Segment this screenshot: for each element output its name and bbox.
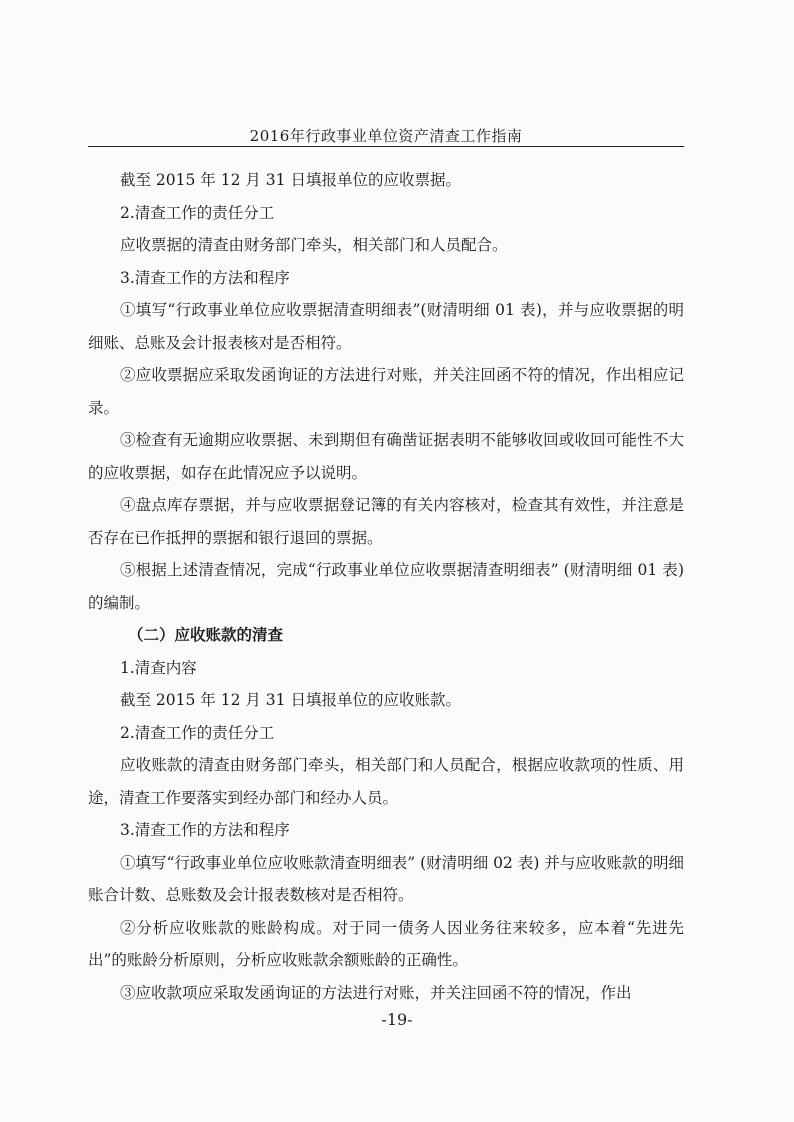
- subheading: 2.清查工作的责任分工: [120, 203, 275, 222]
- paragraph: ③应收款项应采取发函询证的方法进行对账，并关注回函不符的情况，作出: [120, 983, 632, 1002]
- paragraph: ①填写“行政事业单位应收票据清查明细表”(财清明细 01 表)，并与应收票据的明细账、总账及会计报表核对是否相符。: [88, 301, 684, 352]
- paragraph: ①填写“行政事业单位应收账款清查明细表” (财清明细 02 表) 并与应收账款的明细账合计数、总账数及会计报表数核对是否相符。: [88, 853, 684, 904]
- subheading: 1.清查内容: [120, 658, 197, 677]
- page-number: -19-: [381, 1010, 413, 1029]
- paragraph: ③检查有无逾期应收票据、未到期但有确凿证据表明不能够收回或收回可能性不大的应收票据，如存在此情况应予以说明。: [88, 431, 684, 482]
- paragraph: ②应收票据应采取发函询证的方法进行对账，并关注回函不符的情况，作出相应记录。: [88, 366, 684, 417]
- paragraph: 截至 2015 年 12 月 31 日填报单位的应收账款。: [120, 691, 461, 709]
- paragraph: 应收账款的清查由财务部门牵头，相关部门和人员配合，根据应收款项的性质、用途，清查工作要落实到经办部门和经办人员。: [88, 756, 684, 807]
- section-heading: （二）应收账款的清查: [128, 625, 284, 644]
- subheading: 2.清查工作的责任分工: [120, 723, 275, 742]
- page-body: [88, 164, 684, 1009]
- header-rule: [88, 146, 684, 147]
- paragraph: ④盘点库存票据，并与应收票据登记簿的有关内容核对，检查其有效性，并注意是否存在已作抵押的票据和银行退回的票据。: [88, 496, 684, 547]
- subheading: 3.清查工作的方法和程序: [120, 268, 290, 287]
- paragraph: ②分析应收账款的账龄构成。对于同一债务人因业务往来较多，应本着“先进先出”的账龄分析原则，分析应收账款余额账龄的正确性。: [88, 918, 684, 969]
- running-header: 2016年行政事业单位资产清查工作指南: [249, 127, 523, 145]
- paragraph: 应收票据的清查由财务部门牵头，相关部门和人员配合。: [120, 236, 508, 254]
- subheading: 3.清查工作的方法和程序: [120, 821, 290, 839]
- paragraph: 截至 2015 年 12 月 31 日填报单位的应收票据。: [120, 171, 461, 189]
- paragraph: ⑤根据上述清查情况，完成“行政事业单位应收票据清查明细表” (财清明细 01 表) 的编制。: [88, 561, 684, 612]
